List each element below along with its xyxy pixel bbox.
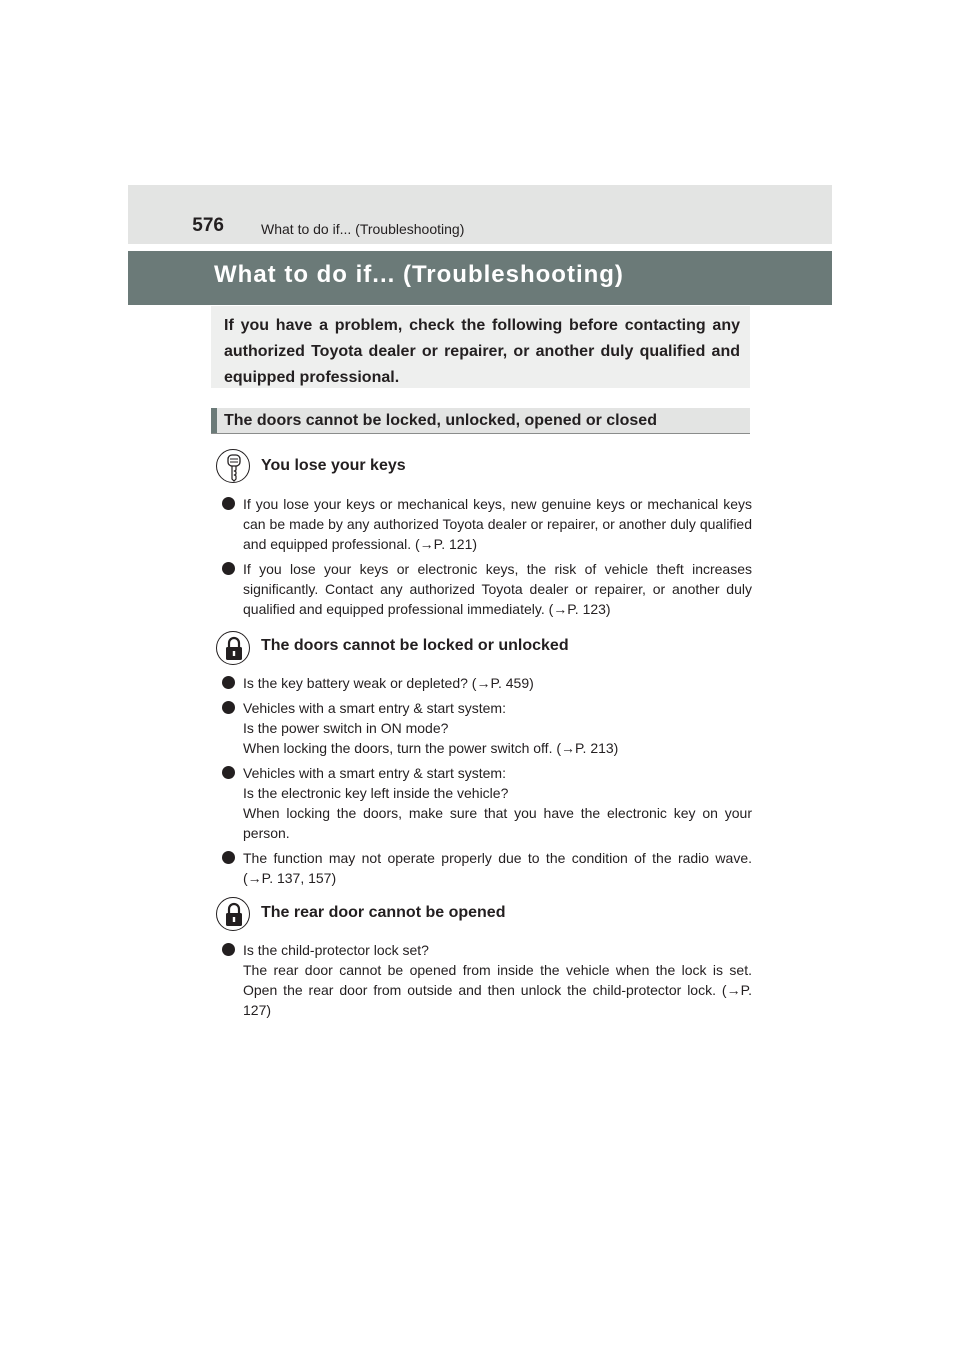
sub-heading-lost-keys: You lose your keys <box>261 457 406 474</box>
bullet-dot <box>222 497 235 510</box>
list-item <box>222 494 752 554</box>
bullet-list-lost-keys <box>222 494 752 624</box>
sub-heading-doors-lock: The doors cannot be locked or unlocked <box>261 637 569 654</box>
bullet-list-rear-door <box>222 940 752 1025</box>
list-item <box>222 848 752 888</box>
list-item-text: Is the electronic key left inside the vehicle? <box>243 785 509 801</box>
sub-heading-rear-door: The rear door cannot be opened <box>261 904 506 921</box>
page-number: 576 <box>192 215 224 236</box>
key-icon <box>216 449 250 483</box>
list-item <box>222 673 752 693</box>
bullet-dot <box>222 851 235 864</box>
section-heading <box>211 408 750 434</box>
list-item-text: When locking the doors, make sure that you have the electronic key on your person. <box>243 805 752 841</box>
list-item-text: When locking the doors, turn the power switch off. (→P. 213) <box>243 740 619 756</box>
section-heading-label: The doors cannot be locked, unlocked, opened or closed <box>224 412 657 429</box>
section-accent <box>211 408 217 433</box>
lock-icon <box>216 897 250 931</box>
bullet-dot <box>222 562 235 575</box>
list-item-text: Vehicles with a smart entry & start system: <box>243 765 506 781</box>
bullet-dot <box>222 676 235 689</box>
list-item-text: The function may not operate properly due to the condition of the radio wave. (→P. 137, 157) <box>243 850 752 886</box>
list-item-text: Vehicles with a smart entry & start system: <box>243 700 506 716</box>
bullet-dot <box>222 943 235 956</box>
list-item-text: Is the child-protector lock set? <box>243 942 429 958</box>
lock-icon <box>216 631 250 665</box>
bullet-list-doors-lock <box>222 673 752 893</box>
list-item-text: Is the power switch in ON mode? <box>243 720 449 736</box>
list-item <box>222 559 752 619</box>
bullet-dot <box>222 766 235 779</box>
list-item-text: Is the key battery weak or depleted? (→P. 459) <box>243 675 534 691</box>
list-item <box>222 763 752 843</box>
list-item-text: If you lose your keys or mechanical keys, new genuine keys or mechanical keys can be made by any authorized Toyota dealer or repairer, or another duly qualified and equipped professional. (→P. 121) <box>243 496 752 552</box>
list-item-text: The rear door cannot be opened from inside the vehicle when the lock is set. Open the rear door from outside and then unlock the child-protector lock. (→P. 127) <box>243 962 752 1018</box>
header-bar <box>128 185 832 244</box>
intro-text: If you have a problem, check the following before contacting any authorized Toyota dealer or repairer, or another duly qualified and equipped professional. <box>224 317 740 386</box>
bullet-dot <box>222 701 235 714</box>
list-item-text: If you lose your keys or electronic keys, the risk of vehicle theft increases significantly. Contact any authorized Toyota dealer or repairer, or another duly qualified and equipped professional immediately. (→P. 123) <box>243 561 752 617</box>
list-item <box>222 698 752 758</box>
page-title: What to do if... (Troubleshooting) <box>214 261 624 288</box>
running-head: What to do if... (Troubleshooting) <box>261 221 465 237</box>
list-item <box>222 940 752 1020</box>
